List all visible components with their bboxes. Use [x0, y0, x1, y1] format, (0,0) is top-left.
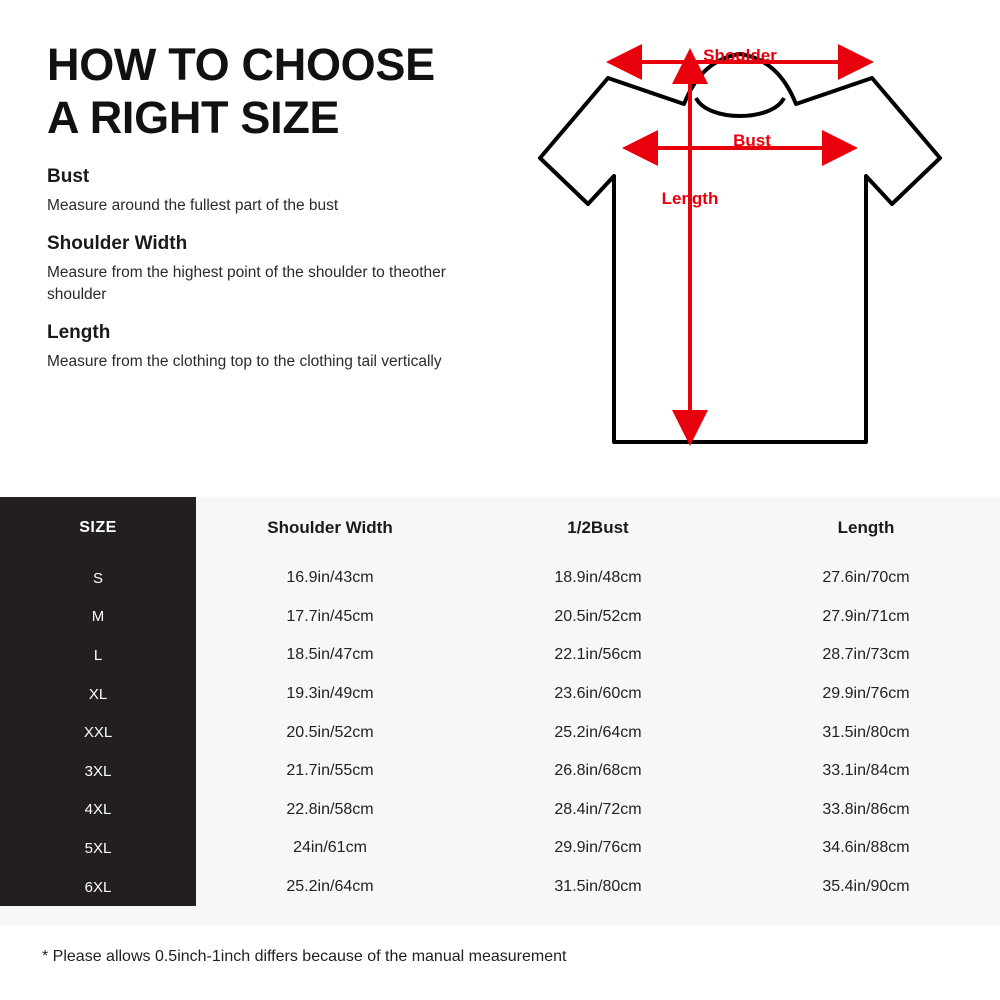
cell-bust: 20.5in/52cm [554, 607, 642, 625]
table-row [0, 713, 1000, 752]
cell-size: XL [0, 675, 196, 714]
table-row [0, 675, 1000, 714]
cell-bust: 23.6in/60cm [554, 685, 642, 703]
cell-shoulder: 24in/61cm [293, 839, 367, 857]
page-title-line2: A RIGHT SIZE [47, 92, 340, 144]
table-row [0, 636, 1000, 675]
cell-length: 34.6in/88cm [822, 839, 910, 857]
cell-bust: 26.8in/68cm [554, 762, 642, 780]
cell-length: 29.9in/76cm [822, 685, 910, 703]
table-header-bust: 1/2Bust [567, 518, 629, 537]
instructions-panel [47, 38, 487, 389]
cell-size: 3XL [0, 752, 196, 791]
tshirt-outline [540, 54, 940, 442]
cell-length: 35.4in/90cm [822, 878, 910, 896]
cell-shoulder: 25.2in/64cm [286, 878, 374, 896]
instruction-shoulder-title: Shoulder Width [47, 233, 188, 255]
cell-size: 6XL [0, 868, 196, 907]
table-header-size: SIZE [0, 497, 196, 559]
instruction-bust [47, 166, 487, 217]
cell-bust: 28.4in/72cm [554, 800, 642, 818]
cell-size: XXL [0, 713, 196, 752]
measurement-footnote: * Please allows 0.5inch-1inch differs because of the manual measurement [42, 948, 567, 965]
bust-label: Bust [733, 131, 771, 150]
size-table-area [0, 497, 1000, 925]
cell-shoulder: 22.8in/58cm [286, 800, 374, 818]
table-row [0, 559, 1000, 598]
cell-size: L [0, 636, 196, 675]
cell-shoulder: 20.5in/52cm [286, 723, 374, 741]
cell-size: S [0, 559, 196, 598]
cell-size: 4XL [0, 791, 196, 830]
cell-size: 5XL [0, 829, 196, 868]
table-header-length: Length [837, 518, 895, 537]
instruction-shoulder [47, 233, 487, 306]
cell-shoulder: 18.5in/47cm [286, 646, 374, 664]
table-body [0, 559, 1000, 906]
top-section [0, 0, 1000, 497]
cell-bust: 31.5in/80cm [554, 878, 642, 896]
cell-length: 28.7in/73cm [822, 646, 910, 664]
cell-length: 27.9in/71cm [822, 607, 910, 625]
cell-length: 27.6in/70cm [822, 569, 910, 587]
table-row [0, 791, 1000, 830]
page-title [47, 38, 487, 144]
table-header-shoulder: Shoulder Width [267, 518, 393, 537]
cell-length: 33.8in/86cm [822, 800, 910, 818]
cell-length: 31.5in/80cm [822, 723, 910, 741]
table-row [0, 752, 1000, 791]
cell-length: 33.1in/84cm [822, 762, 910, 780]
length-label: Length [661, 189, 719, 208]
tshirt-diagram [500, 18, 980, 478]
instruction-length [47, 322, 487, 373]
table-header-row [0, 497, 1000, 559]
cell-shoulder: 19.3in/49cm [286, 685, 374, 703]
shoulder-label: Shoulder [703, 46, 777, 65]
page-title-line1: HOW TO CHOOSE [47, 39, 435, 90]
cell-size: M [0, 598, 196, 637]
table-row [0, 598, 1000, 637]
table-row [0, 829, 1000, 868]
table-row [0, 868, 1000, 907]
cell-shoulder: 21.7in/55cm [286, 762, 374, 780]
instruction-bust-text: Measure around the fullest part of the bust [47, 197, 339, 215]
cell-shoulder: 16.9in/43cm [286, 569, 374, 587]
cell-bust: 25.2in/64cm [554, 723, 642, 741]
shoulder-measure-arrow [610, 46, 870, 65]
cell-bust: 22.1in/56cm [554, 646, 642, 664]
instruction-bust-title: Bust [47, 166, 90, 188]
bust-measure-arrow [626, 131, 854, 150]
instruction-shoulder-text: Measure from the highest point of the shoulder to theother shoulder [47, 264, 446, 304]
instruction-length-title: Length [47, 322, 111, 344]
instruction-length-text: Measure from the clothing top to the clothing tail vertically [47, 353, 442, 371]
cell-bust: 29.9in/76cm [554, 839, 642, 857]
size-table [0, 497, 1000, 906]
cell-bust: 18.9in/48cm [554, 569, 642, 587]
cell-shoulder: 17.7in/45cm [286, 607, 374, 625]
